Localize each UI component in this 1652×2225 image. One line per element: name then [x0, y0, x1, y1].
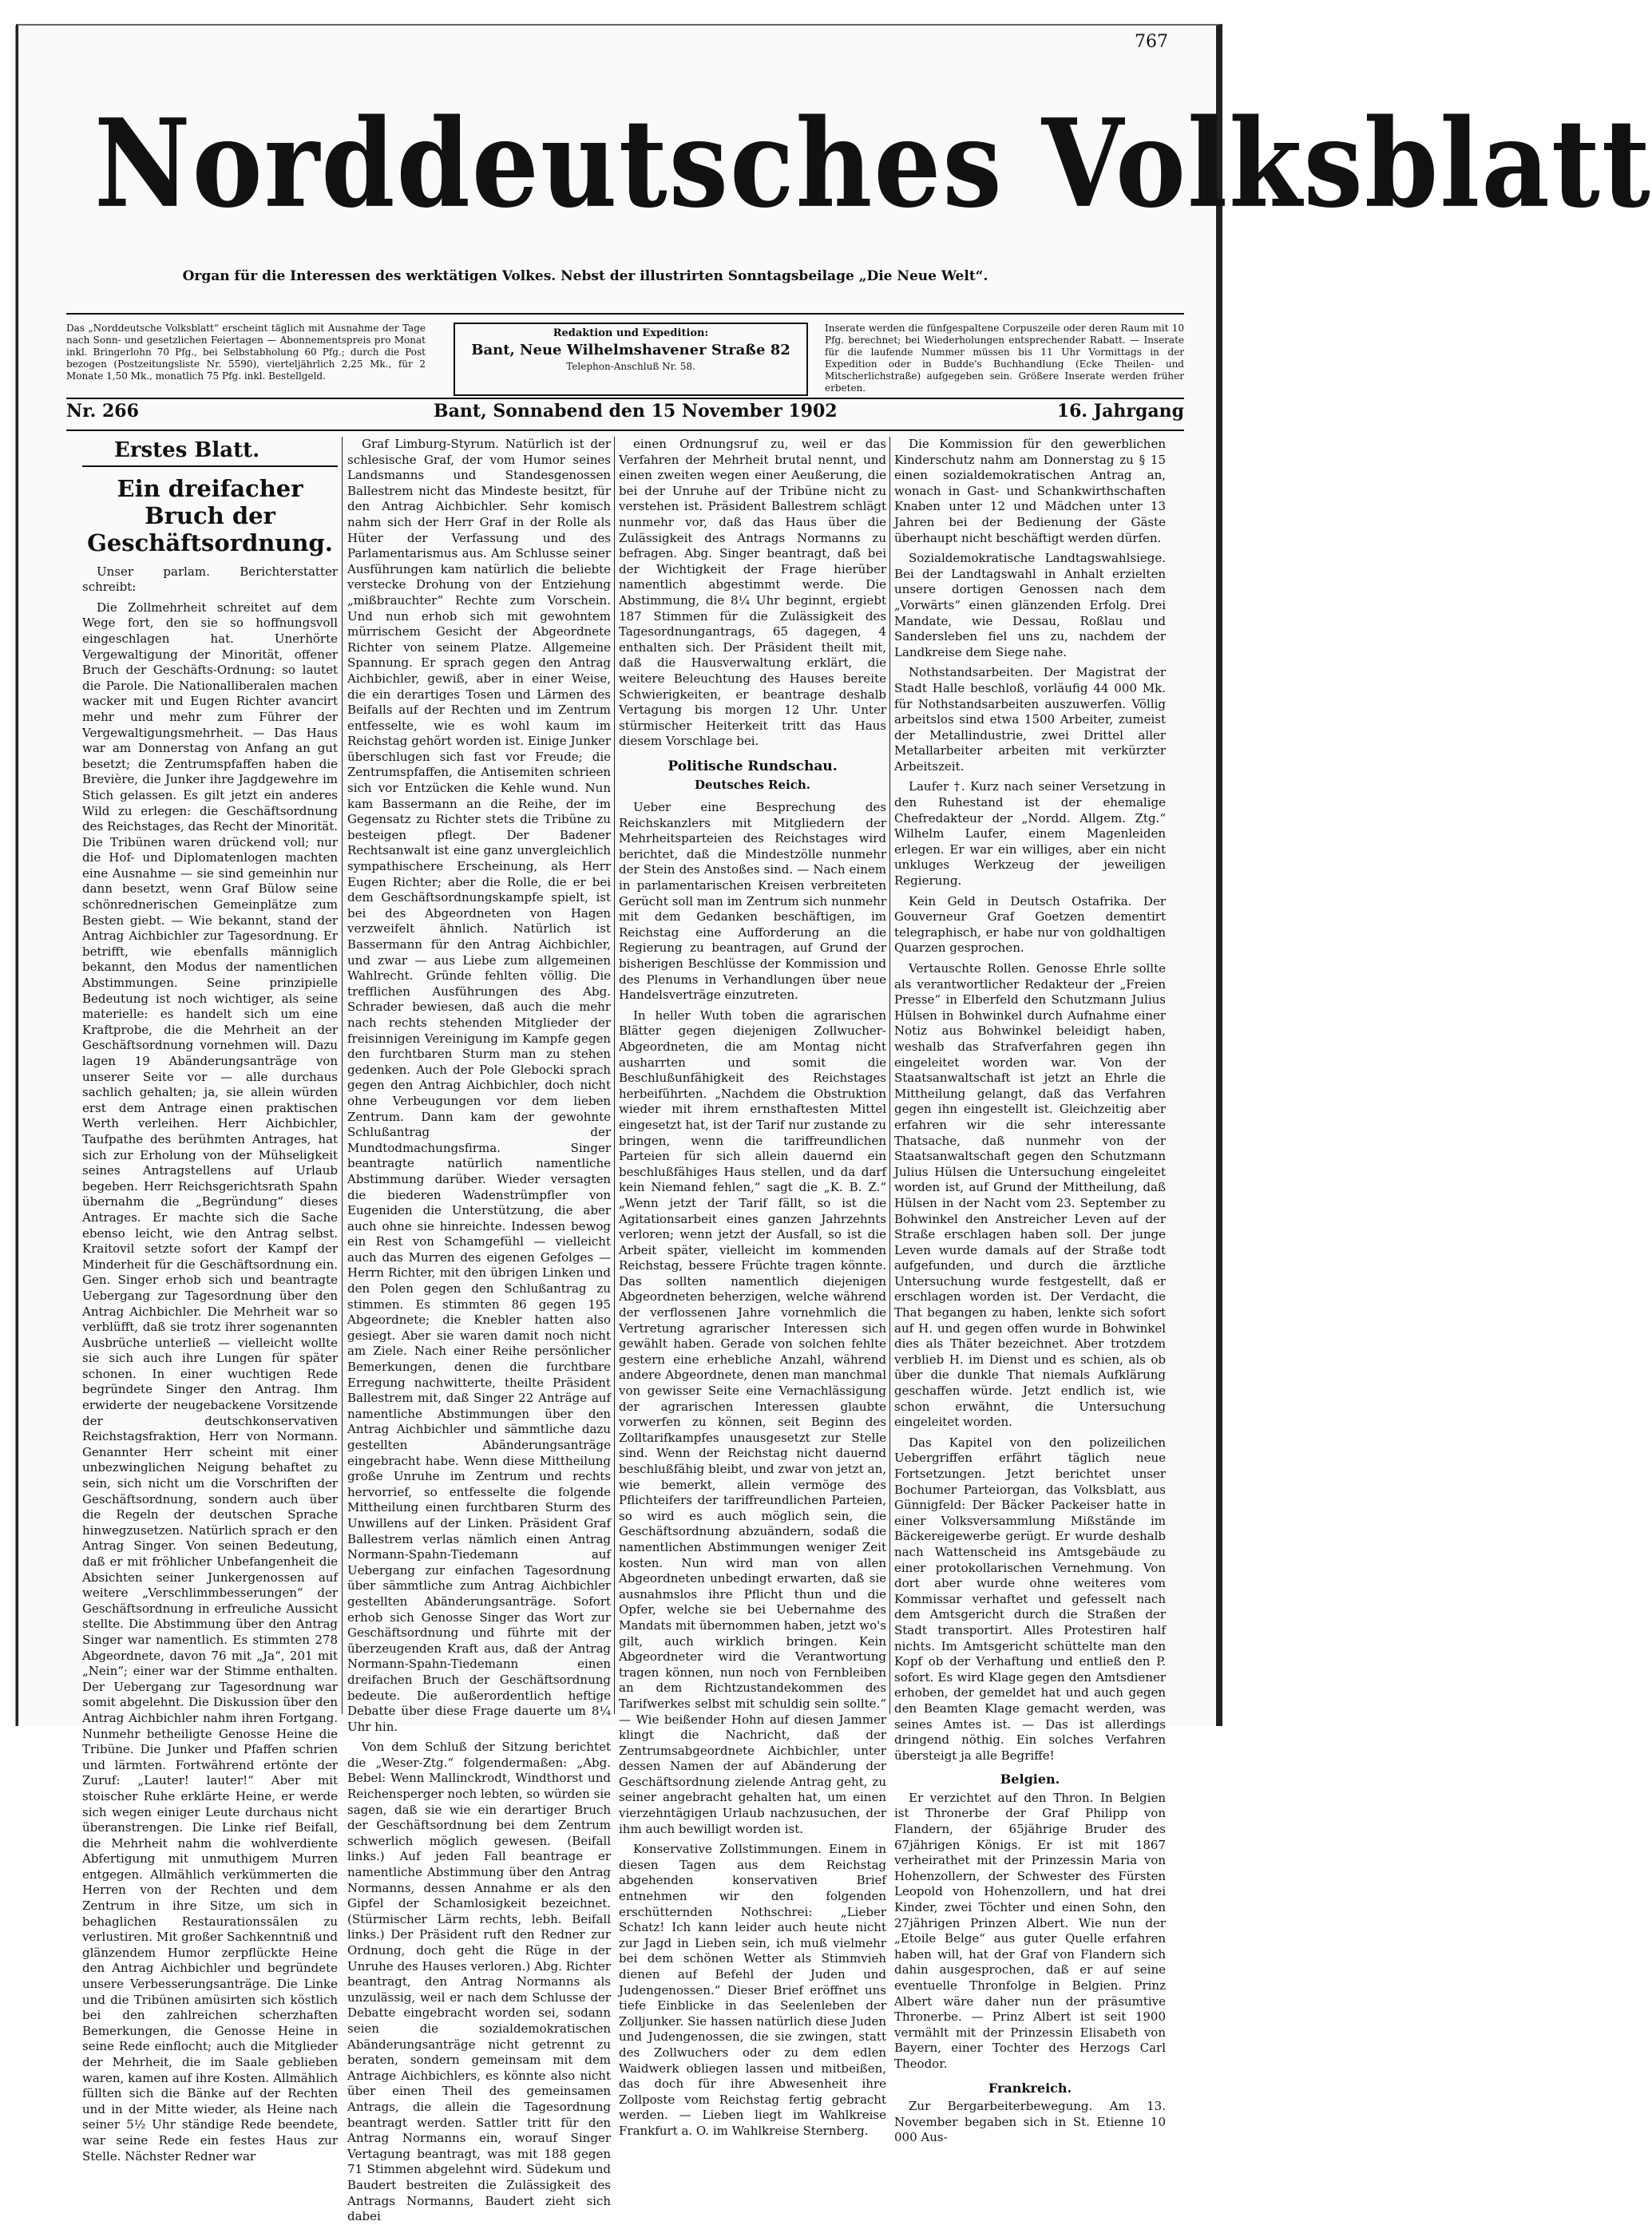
dateline-rule-top	[66, 398, 1184, 399]
column-4	[894, 437, 1166, 2145]
country-heading: Belgien.	[1000, 1772, 1060, 1788]
column-divider	[614, 437, 615, 1714]
article-paragraph: Sozialdemokratische Landtagswahlsiege. Bei der Landtagswahl in Anhalt erzielten unsere dortigen Genossen nach dem „Vorwärts“ einen glänzenden Erfolg. Drei Mandate, wie Dessau, Roßlau und Sandersleben fiel uns zu, nachdem der Landkreise dem Siege nahe.	[894, 551, 1166, 659]
article-paragraph: Vertauschte Rollen. Genosse Ehrle sollte als verantwortlicher Redakteur der „Freien Presse“ in Elberfeld den Schutzmann Julius Hülsen in Bohwinkel durch Aufnahme einer Notiz aus Bohwinkel beleidigt haben, weshalb das Strafverfahren gegen ihn eingeleitet worden war. Von der Staatsanwaltschaft ist jetzt an Ehrle die Mittheilung gelangt, daß das Verfahren gegen ihn eingestellt ist. Gleichzeitig aber erfahren wir die sehr interessante Thatsache, daß nunmehr von der Staatsanwaltschaft gegen den Schutzmann Julius Hülsen die Untersuchung eingeleitet worden ist, auf Grund der Mittheilung, daß Hülsen in der Nacht vom 23. September zu Bohwinkel den Anstreicher Leven auf der Straße erschlagen haben soll. Der junge Leven wurde damals auf der Straße todt aufgefunden, und durch die ärztliche Untersuchung wurde festgestellt, daß er erschlagen worden ist. Der Verdacht, die That begangen zu haben, lenkte sich sofort auf H. und gegen offen wurde in Bohwinkel dies als Thäter bezeichnet. Aber trotzdem verblieb H. im Dienst und es schien, als ob über die dunkle That niemals Aufklärung geschaffen würde. Jetzt endlich ist, wie schon erwähnt, die Untersuchung eingeleitet worden.	[894, 961, 1166, 1430]
column-2	[347, 437, 611, 2224]
top-rule	[66, 313, 1184, 315]
editorial-address-box	[454, 323, 808, 396]
column-1	[82, 437, 338, 2164]
newspaper-page	[16, 24, 1652, 2224]
section-label: Erstes Blatt.	[82, 437, 338, 467]
editorial-label: Redaktion und Expedition:	[553, 327, 709, 339]
volume-year: 16. Jahrgang	[1056, 401, 1184, 422]
article-paragraph: Er verzichtet auf den Thron. In Belgien ist Thronerbe der Graf Philipp von Flandern, der 65jährige Bruder des 67jährigen Königs. Er ist mit 1867 verheirathet mit der Prinzessin Maria von Hohenzollern, der Schwester des Fürsten Leopold von Hohenzollern, und hat drei Kinder, zwei Töchter und einen Sohn, den 27jährigen Prinzen Albert. Wie nun der „Etoile Belge“ aus guter Quelle erfahren haben will, hat der Graf von Flandern sich dahin ausgesprochen, daß er auf seine eventuelle Thronfolge in Belgien. Prinz Albert wäre daher nun der präsumtive Thronerbe. — Prinz Albert ist seit 1900 vermählt mit der Prinzessin Elisabeth von Bayern, einer Tochter des Herzogs Carl Theodor.	[894, 1790, 1166, 2071]
article-paragraph: Von dem Schluß der Sitzung berichtet die „Weser-Ztg.“ folgendermaßen: „Abg. Bebel: Wenn Mallinckrodt, Windthorst und Reichensperger noch lebten, so würden sie sagen, daß sie wie ein derartiger Bruch der Geschäftsordnung bei dem Zentrum schwerlich möglich gewesen. (Beifall links.) Auf jeden Fall beantrage er namentliche Abstimmung über den Antrag Normanns, dessen Annahme er als den Gipfel der Schamlosigkeit bezeichnet. (Stürmischer Lärm rechts, lebh. Beifall links.) Der Präsident ruft den Redner zur Ordnung, doch geht die Rüge in der Unruhe des Hauses verloren.) Abg. Richter beantragt, den Antrag Normanns als unzulässig, weil er nach dem Schlusse der Debatte eingebracht worden sei, sodann seien die sozialdemokratischen Abänderungsanträge nicht getrennt zu beraten, sondern gemeinsam mit dem Antrage Aichbichlers, es könnte also nicht über einen Theil des gemeinsamen Antrags, die allein die Tagesordnung beantragt werden. Sattler tritt für den Antrag Normanns ein, worauf Singer Vertagung beantragt, was mit 188 gegen 71 Stimmen abgelehnt wird. Südekum und Baudert bestreiten die Zulässigkeit des Antrags Normanns, Baudert zieht sich dabei	[347, 1740, 611, 2224]
column-divider	[889, 437, 890, 1714]
article-paragraph: In heller Wuth toben die agrarischen Blätter gegen diejenigen Zollwucher-Abgeordneten, die am Montag nicht ausharrten und somit die Beschlußunfähigkeit des Reichstages herbeiführten. „Nachdem die Obstruktion wieder mit ihrem ernsthaftesten Mittel eingesetzt hat, ist der Tarif nur zustande zu bringen, wenn die tariffreundlichen Parteien für sich allein dauernd ein beschlußfähiges Haus stellen, und da darf kein Niemand fehlen,“ sagt die „K. B. Z.“ „Wenn jetzt der Tarif fällt, so ist die Agitationsarbeit eines ganzen Jahrzehnts verloren; wenn jetzt der Ausfall, so ist die Arbeit später, vielleicht im kommenden Reichstag, bessere Früchte tragen könnte. Das sollten namentlich diejenigen Abgeordneten beherzigen, welche während der verflossenen Jahre vornehmlich die Vertretung agrarischer Interessen sich gewählt haben. Gerade von solchen fehlte gestern eine erhebliche Anzahl, während andere Abgeordnete, denen man manchmal von gewisser Seite eine Vernachlässigung der agrarischen Interessen glaubte vorwerfen zu können, seit Beginn des Zolltarifkampfes unausgesetzt zur Stelle sind. Wenn der Reichstag nicht dauernd beschlußfähig bleibt, und zwar von jetzt an, wie bemerkt, allein vermöge des Pflichteifers der tariffreundlichen Parteien, so wird es auch möglich sein, die Geschäftsordnung abzuändern, sodaß die namentlichen Abstimmungen weniger Zeit kosten. Nun wird man von allen Abgeordneten unbedingt erwarten, daß sie ausnahmslos ihre Pflicht thun und die Opfer, welche sie bei Uebernahme des Mandats mit übernommen haben, jetzt wo's gilt, auch wirklich bringen. Kein Abgeordneter wird die Verantwortung tragen können, nun noch von Fernbleiben an dem Richtzustandekommen des Tarifwerkes selbst mit schuldig sein sollte.“ — Wie beißender Hohn auf diesen Jammer klingt die Nachricht, daß der Zentrumsabgeordnete Aichbichler, unter dessen Namen der auf Abänderung der Geschäftsordnung zielende Antrag geht, zu seiner angebracht gehalten hat, um einen vierzehntägigen Urlaub nachzusuchen, der ihm auch bewilligt worden ist.	[619, 1008, 886, 1836]
issue-number: Nr. 266	[66, 401, 139, 422]
dateline-rule-bottom	[66, 430, 1184, 431]
article-headline: Ein dreifacher Bruch der Geschäftsordnung.	[87, 474, 333, 556]
article-paragraph: Nothstandsarbeiten. Der Magistrat der Stadt Halle beschloß, vorläufig 44 000 Mk. für Nothstandsarbeiten auszuwerfen. Völlig arbeitslos sind etwa 1500 Arbeiter, zumeist der Metallindustrie, zwei Drittel aller Metallarbeiter arbeiten mit verkürzter Arbeitszeit.	[894, 665, 1166, 774]
dateline	[66, 401, 1184, 426]
article-paragraph: Die Kommission für den gewerblichen Kinderschutz nahm am Donnerstag zu § 15 einen sozialdemokratischen Antrag an, wonach in Gast- und Schankwirthschaften Knaben unter 12 und Mädchen unter 13 Jahren bei der Bedienung der Gäste überhaupt nicht beschäftigt werden dürfen.	[894, 437, 1166, 545]
article-paragraph: Das Kapitel von den polizeilichen Uebergriffen erfährt täglich neue Fortsetzungen. Jetzt berichtet unser Bochumer Parteiorgan, das Volksblatt, aus Günnigfeld: Der Bäcker Packeiser hatte in einer Volksversammlung Mißstände im Bäckereigewerbe gerügt. Er wurde deshalb nach Wattenscheid ins Amtsgebäude zu einer protokollarischen Vernehmung. Von dort aber wurde ohne weiteres vom Kommissar verhaftet und gefesselt nach dem Amtsgericht durch die Straßen der Stadt transportirt. Alles Protestiren half nichts. Im Amtsgericht schüttelte man den Kopf ob der Verhaftung und entließ den P. sofort. Es wird Klage gegen den Amtsdiener erhoben, der gemeldet hat und auch gegen den Beamten Klage gemacht werden, was seines Amtes ist. — Das ist allerdings dringend nöthig. Ein solches Verfahren übersteigt ja alle Begriffe!	[894, 1435, 1166, 1763]
article-paragraph: Die Zollmehrheit schreitet auf dem Wege fort, den sie so hoffnungsvoll eingeschlagen hat. Unerhörte Vergewaltigung der Minorität, offener Bruch der Geschäfts-Ordnung: so lautet die Parole. Die Nationalliberalen machen wacker mit und Eugen Richter avancirt mehr und mehr zum Führer der Vergewaltigungsmehrheit. — Das Haus war am Donnerstag von Anfang an gut besetzt; die Zentrumspfaffen haben die Brevière, die Junker ihre Jagdgewehre im Stich gelassen. Es gilt jetzt ein anderes Wild zu erlegen: die Geschäftsordnung des Reichstages, das Recht der Minorität. Die Tribünen waren drückend voll; nur die Hof- und Diplomatenlogen machten eine Ausnahme — sie sind gemeinhin nur dann besetzt, wenn Graf Bülow seine schönrednerischen Gemeinplätze zum Besten giebt. — Wie bekannt, stand der Antrag Aichbichler zur Tagesordnung. Er betrifft, wie ebenfalls männiglich bekannt, den Modus der namentlichen Abstimmungen. Seine prinzipielle Bedeutung ist noch wichtiger, als seine materielle: es handelt sich um eine Kraftprobe, die die Mehrheit an der Geschäftsordnung vornehmen will. Dazu lagen 19 Abänderungsanträge von unserer Seite vor — alle durchaus sachlich gehalten; ja, sie allein würden erst dem Antrage einen praktischen Werth verleihen. Herr Aichbichler, Taufpathe des berühmten Antrages, hat sich zur Erholung von der Mühseligkeit seines Antragstellens auf Urlaub begeben. Herr Reichsgerichtsrath Spahn übernahm die „Begründung“ dieses Antrages. Er machte sich die Sache ebenso leicht, wie den Antrag selbst. Kraitovil setzte sofort der Kampf der Minderheit für die Geschäftsordnung ein. Gen. Singer erhob sich und beantragte Uebergang zur Tagesordnung über den Antrag Aichbichler. Die Mehrheit war so verblüfft, daß sie trotz ihrer sogenannten Ausbrüche unterließ — vielleicht wollte sie sich auch ihre Lungen für später schonen. In einer wuchtigen Rede begründete Singer den Antrag. Ihm erwiderte der neugebackene Vorsitzende der deutschkonservativen Reichstagsfraktion, Herr von Normann. Genannter Herr scheint mit einer unbezwinglichen Neigung behaftet zu sein, sich nicht um die Vorschriften der Geschäftsordnung, sondern auch über die Regeln der deutschen Sprache hinwegzusetzen. Natürlich sprach er den Antrag Singer. Von seinen Bedeutung, daß er mit fröhlicher Unbefangenheit die Absichten seiner Junkergenossen auf weitere „Verschlimmbesserungen“ der Geschäftsordnung in erfreuliche Aussicht stellte. Die Abstimmung über den Antrag Singer war namentlich. Es stimmten 278 Abgeordnete, davon 76 mit „Ja“, 201 mit „Nein“; einer war der Stimme enthalten. Der Uebergang zur Tagesordnung war somit abgelehnt. Die Diskussion über den Antrag Aichbichler nahm ihren Fortgang. Nunmehr betheiligte Genosse Heine die Tribüne. Die Junker und Pfaffen schrien und lärmten. Fortwährend ertönte der Zuruf: „Lauter! lauter!“ Aber mit stoischer Ruhe erklärte Heine, er werde sich wegen einiger Leute durchaus nicht überanstrengen. Die Linke rief Beifall, die Mehrheit nahm die wohlverdiente Abfertigung mit unmuthigem Murren entgegen. Allmählich verkümmerten die Herren von der Rechten und dem Zentrum in ihre Sitze, um sich in behaglichen Restaurationssälen zu verlustiren. Mit großer Sachkenntniß und glänzendem Humor zerpflückte Heine den Antrag Aichbichler und begründete unsere Verbesserungsanträge. Die Linke und die Tribünen amüsirten sich köstlich bei den zahlreichen scherzhaften Bemerkungen, die Genosse Heine in seine Rede einflocht; auch die Mitglieder der Mehrheit, die im Saale geblieben waren, kamen auf ihre Kosten. Allmählich füllten sich die Bänke auf der Rechten und in der Mitte wieder, als Heine nach seiner 5½ Uhr ständige Rede beendete, war seine Rede ein festes Haus zur Stelle. Nächster Redner war	[82, 600, 338, 2164]
page-edge	[4, 26, 16, 1726]
article-paragraph: Graf Limburg-Styrum. Natürlich ist der schlesische Graf, der vom Humor seines Landsmanns und Standesgenossen Ballestrem nicht das Mindeste besitzt, für den Antrag Aichbichler. Sehr komisch nahm sich der Herr Graf in der Rolle als Hüter der Verfassung und des Parlamentarismus aus. Am Schlusse seiner Ausführungen kam natürlich die beliebte verstecke Drohung von der Entziehung „mißbrauchter“ Rechte zum Vorschein. Und nun erhob sich mit gewohntem mürrischem Gesicht der Abgeordnete Richter von seinem Platze. Allgemeine Spannung. Er sprach gegen den Antrag Aichbichler, gewiß, aber in einer Weise, die ein derartiges Tosen und Lärmen des Beifalls auf der Rechten und im Zentrum entfesselte, wie es wohl kaum im Reichstag gehört worden ist. Einige Junker überschlugen sich fast vor Freude; die Zentrumspfaffen, die Antisemiten schrieen sich vor Entzücken die Kehle wund. Nun kam Bassermann an die Reihe, der im Gegensatz zu Richter stets die Tribüne zu besteigen pflegt. Der Badener Rechtsanwalt ist eine ganz unvergleichlich sympathischere Erscheinung, als Herr Eugen Richter; aber die Rolle, die er bei dem Geschäftsordnungskampfe spielt, ist bei des Abgeordneten von Hagen verzweifelt ähnlich. Natürlich ist Bassermann für den Antrag Aichbichler, und zwar — aus Liebe zum allgemeinen Wahlrecht. Gründe fehlten völlig. Die trefflichen Ausführungen des Abg. Schrader bewiesen, daß auch die mehr nach rechts stehenden Mitglieder der freisinnigen Vereinigung im Kampfe gegen den furchtbaren Sturm man zu stehen gedenken. Auch der Pole Glebocki sprach gegen den Antrag Aichbichler, doch nicht ohne Verbeugungen vor dem lieben Zentrum. Dann kam der gewohnte Schlußantrag der Mundtodmachungsfirma. Singer beantragte natürlich namentliche Abstimmung darüber. Wieder versagten die biederen Wadenstrümpfler von Eugeniden die Unterstützung, die aber auch ohne sie hinreichte. Indessen bewog ein Rest von Schamgefühl — vielleicht auch das Murren des eigenen Gefolges — Herrn Richter, mit den übrigen Linken und den Polen gegen den Schlußantrag zu stimmen. Es stimmten 86 gegen 195 Abgeordnete; die Knebler hatten also gesiegt. Aber sie waren damit noch nicht am Ziele. Nach einer Reihe persönlicher Bemerkungen, denen die furchtbare Erregung nachwitterte, theilte Präsident Ballestrem mit, daß Singer 22 Anträge auf namentliche Abstimmungen über den Antrag Aichbichler und sämmtliche dazu gestellten Abänderungsanträge eingebracht habe. Wenn diese Mittheilung große Unruhe im Zentrum und rechts hervorrief, so entfesselte die folgende Mittheilung einen furchtbaren Sturm des Unwillens auf der Linken. Präsident Graf Ballestrem verlas nämlich einen Antrag Normann-Spahn-Tiedemann auf Uebergang zur einfachen Tagesordnung über sämmtliche zum Antrag Aichbichler gestellten Abänderungsanträge. Sofort erhob sich Genosse Singer das Wort zur Geschäftsordnung und führte mit der überzeugenden Kraft aus, daß der Antrag Normann-Spahn-Tiedemann einen dreifachen Bruch der Geschäftsordnung bedeute. Die außerordentlich heftige Debatte über diese Frage dauerte um 8¼ Uhr hin.	[347, 437, 611, 1734]
column-divider	[342, 437, 343, 1714]
editorial-address: Bant, Neue Wilhelmshavener Straße 82	[471, 342, 790, 358]
masthead-title: Norddeutsches Volksblatt	[94, 93, 1652, 236]
country-heading: Frankreich.	[988, 2080, 1072, 2096]
advertising-info: Inserate werden die fünfgespaltene Corpuszeile oder deren Raum mit 10 Pfg. berechnet; bei Wiederholungen entsprechender Rabatt. — Inserate für die laufende Nummer müssen bis 11 Uhr Vormittags in der Expedition oder in Budde's Buchhandlung (Ecke Theilen- und Mitscherlichstraße) aufgegeben sein. Größere Inserate werden früher erbeten.	[825, 323, 1184, 394]
editorial-phone: Telephon-Anschluß Nr. 58.	[566, 361, 695, 372]
article-paragraph: Ueber eine Besprechung des Reichskanzlers mit Mitgliedern der Mehrheitsparteien des Reichstages wird berichtet, daß die Mindestzölle nunmehr der Stein des Anstoßes sind. — Nach einem in parlamentarischen Kreisen verbreiteten Gerücht soll man im Zentrum sich nunmehr mit dem Gedanken beschäftigen, im Reichstag eine Aufforderung an die Regierung zu beantragen, auf Grund der bisherigen Beschlüsse der Kommission und des Plenums in Verhandlungen über neue Handelsverträge einzutreten.	[619, 800, 886, 1003]
article-paragraph: Laufer †. Kurz nach seiner Versetzung in den Ruhestand ist der ehemalige Chefredakteur der „Nordd. Allgem. Ztg.“ Wilhelm Laufer, einem Magenleiden erlegen. Er war ein williges, aber ein nicht unkluges Werkzeug der jeweiligen Regierung.	[894, 779, 1166, 889]
issue-date: Bant, Sonnabend den 15 November 1902	[434, 401, 838, 422]
article-paragraph: Kein Geld in Deutsch Ostafrika. Der Gouverneur Graf Goetzen dementirt telegraphisch, er habe nur von goldhaltigen Quarzen gesprochen.	[894, 893, 1166, 956]
column-3	[619, 437, 886, 2138]
article-paragraph: einen Ordnungsruf zu, weil er das Verfahren der Mehrheit brutal nennt, und einen zweiten wegen einer Aeußerung, die bei der Unruhe auf der Tribüne nicht zu verstehen ist. Präsident Ballestrem schlägt nunmehr vor, daß das Haus über die Zulässigkeit des Antrags Normanns zu befragen. Abg. Singer beantragt, daß bei der Wichtigkeit der Frage hierüber namentlich abgestimmt werde. Die Abstimmung, die 8¼ Uhr beginnt, ergiebt 187 Stimmen für die Zulässigkeit des Tagesordnungantrags, 65 dagegen, 4 enthalten sich. Der Präsident theilt mit, daß die Hausverwaltung erklärt, die weitere Beleuchtung des Hauses bereite Schwierigkeiten, er beantrage deshalb Vertagung bis morgen 12 Uhr. Unter stürmischer Heiterkeit tritt das Haus diesem Vorschlage bei.	[619, 437, 886, 749]
article-paragraph: Unser parlam. Berichterstatter schreibt:	[82, 564, 338, 595]
article-paragraph: Konservative Zollstimmungen. Einem in diesen Tagen aus dem Reichstag abgehenden konservativen Brief entnehmen wir den folgenden erschütternden Nothschrei: „Lieber Schatz! Ich kann leider auch heute nicht zur Jagd in Lieben sein, ich muß vielmehr bei dem schönen Wetter als Stimmvieh dienen auf Befehl der Juden und Judengenossen.“ Dieser Brief eröffnet uns tiefe Einblicke in das Seelenleben der Zolljunker. Sie hassen natürlich diese Juden und Judengenossen, die sie zwingen, statt des Zollwuchers oder zu dem edlen Waidwerk obliegen lassen und mitbeißen, das doch für ihre Abwesenheit ihre Zollposte vom Reichstag fertig gebracht werden. — Lieben liegt im Wahlkreise Frankfurt a. O. im Wahlkreise Sternberg.	[619, 1842, 886, 2138]
masthead-subtitle: Organ für die Interessen des werktätigen Volkes. Nebst der illustrirten Sonntagsbeilage „Die Neue Welt“.	[182, 268, 988, 284]
section-title: Politische Rundschau.	[668, 758, 838, 774]
subscription-info: Das „Norddeutsche Volksblatt“ erscheint täglich mit Ausnahme der Tage nach Sonn- und gesetzlichen Feiertagen — Abonnementspreis pro Monat inkl. Bringerlohn 70 Pfg., bei Selbstabholung 60 Pfg.; durch die Post bezogen (Postzeitungsliste Nr. 5590), vierteljährlich 2,25 Mk., für 2 Monate 1,50 Mk., monatlich 75 Pfg. inkl. Bestellgeld.	[66, 323, 426, 382]
page-number: 767	[1135, 32, 1168, 52]
subsection-title: Deutsches Reich.	[694, 778, 811, 793]
article-paragraph: Zur Bergarbeiterbewegung. Am 13. November begaben sich in St. Etienne 10 000 Aus-	[894, 2099, 1166, 2145]
